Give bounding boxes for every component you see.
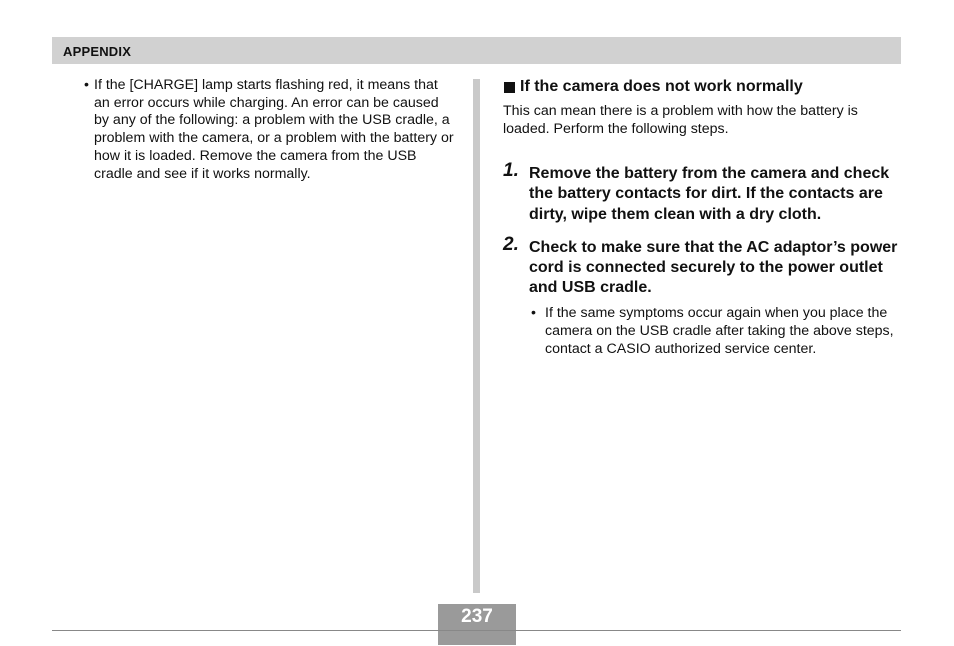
header-bar [52, 37, 901, 64]
bullet-text: If the [CHARGE] lamp starts flashing red, it means that an error occurs while charging. An error can be caused by any of the following: a problem with the USB cradle, a problem with the camera, or a problem with the battery or how it is loaded. Remove the camera from the USB cradle and see if it works normally. [94, 77, 454, 182]
step-text: Remove the battery from the camera and check the battery contacts for dirt. If the contacts are dirty, wipe them clean with a dry cloth. [529, 165, 890, 223]
section-heading [503, 76, 903, 98]
step-2 [503, 233, 903, 299]
page-number-box [438, 604, 516, 630]
column-divider [473, 79, 480, 593]
bullet-icon: • [531, 304, 536, 321]
step-1 [503, 160, 903, 225]
square-bullet-icon [504, 82, 515, 93]
bullet-icon: • [84, 77, 89, 93]
left-column [82, 77, 457, 183]
section-header-title: APPENDIX [63, 44, 132, 59]
page-number-tab [438, 631, 516, 645]
step-text: Check to make sure that the AC adaptor’s power cord is connected securely to the power outlet and USB cradle. [529, 238, 898, 297]
list-item [82, 77, 457, 183]
note-list-item [503, 304, 900, 358]
section-heading-text: If the camera does not work normally [520, 78, 803, 95]
step-number: 1. [503, 160, 519, 181]
intro-paragraph: This can mean there is a problem with how the battery is loaded. Perform the following steps. [503, 103, 858, 137]
note-text: If the same symptoms occur again when you place the camera on the USB cradle after taking the above steps, contact a CASIO authorized service center. [545, 304, 894, 357]
step-number: 2. [503, 233, 519, 255]
right-column [503, 76, 903, 358]
page-number: 237 [461, 606, 493, 627]
